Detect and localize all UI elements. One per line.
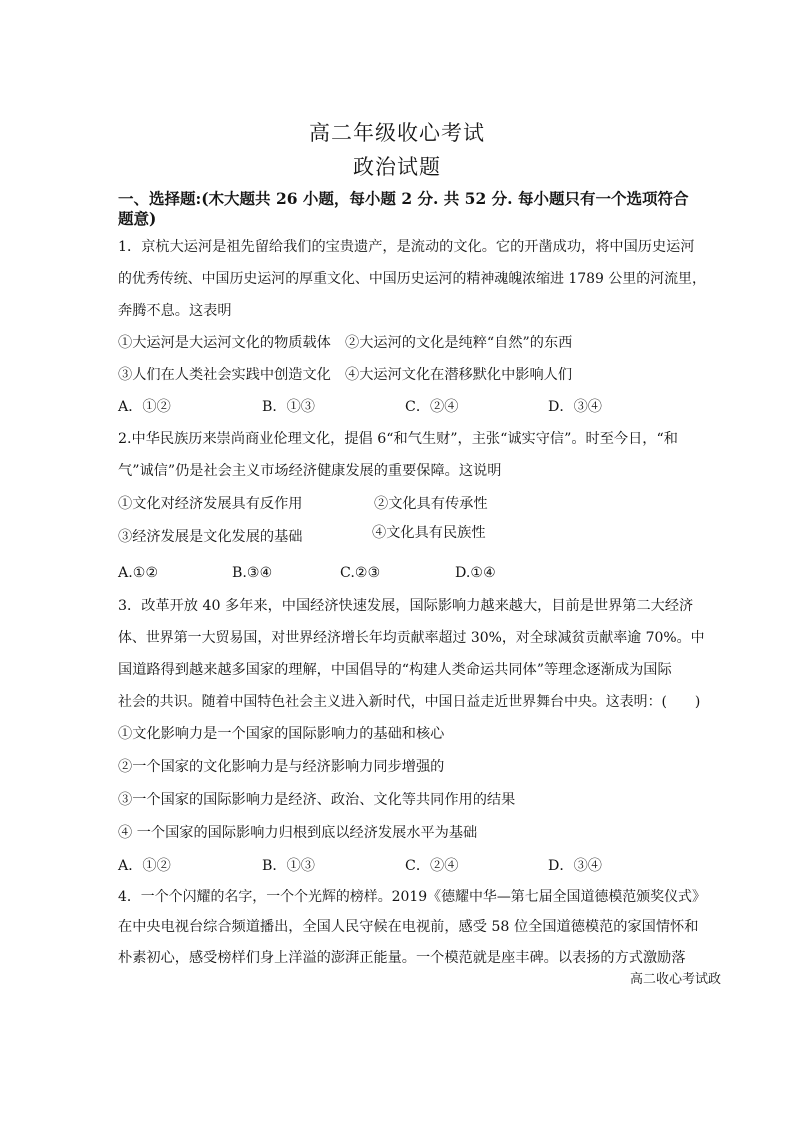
q1-option-d: D．③④	[548, 399, 602, 415]
exam-title: 高二年级收心考试	[309, 121, 485, 145]
q2-statement: ③经济发展是文化发展的基础	[118, 529, 303, 545]
q2-stem-line: 气”诚信”仍是社会主义市场经济健康发展的重要保障。这说明	[118, 463, 502, 479]
q4-stem-line: 朴素初心，感受榜样们身上洋溢的澎湃正能量。一个模范就是座丰碑。以表扬的方式激励落	[118, 950, 686, 966]
section-heading: 一、选择题:(木大题共 26 小题，每小题 2 分. 共 52 分. 每小题只有一个选项符合	[118, 189, 689, 208]
q2-option-b: B.③④	[232, 565, 273, 581]
q3-statement: ③一个国家的国际影响力是经济、政治、文化等共同作用的结果	[118, 792, 516, 808]
q3-statement: ④ 一个国家的国际影响力归根到底以经济发展水平为基础	[118, 825, 478, 841]
q1-statement: ③人们在人类社会实践中创造文化 ④大运河文化在潜移默化中影响人们	[118, 367, 573, 383]
q1-stem-line: 的优秀传统、中国历史运河的厚重文化、中国历史运河的精神魂魄浓缩进 1789 公里的河流里，	[118, 271, 706, 287]
q1-option-b: B．①③	[262, 399, 315, 415]
q3-stem-line: 社会的共识。随着中国特色社会主义进入新时代，中国日益走近世界舞台中央。这表明：( )	[118, 694, 701, 710]
q1-option-c: C．②④	[405, 399, 459, 415]
q4-stem-line: 4．一个个闪耀的名字，一个个光辉的榜样。2019《德耀中华—第七届全国道德模范颁奖仪式》	[118, 889, 706, 905]
section-heading-cont: 题意)	[118, 209, 157, 228]
q2-option-d: D.①④	[455, 565, 496, 581]
q4-stem-line: 在中央电视台综合频道播出，全国人民守候在电视前，感受 58 位全国道德模范的家国情怀和	[118, 919, 699, 935]
q3-statement: ①文化影响力是一个国家的国际影响力的基础和核心	[118, 726, 445, 742]
q3-option-d: D．③④	[548, 858, 602, 874]
q3-option-a: A．①②	[118, 858, 171, 874]
q1-option-a: A．①②	[118, 399, 171, 415]
exam-subtitle: 政治试题	[353, 155, 441, 179]
q1-stem-line: 奔腾不息。这表明	[118, 303, 232, 319]
q3-statement: ②一个国家的文化影响力是与经济影响力同步增强的	[118, 759, 445, 775]
q2-option-a: A.①②	[118, 565, 159, 581]
q3-stem-line: 3．改革开放 40 多年来，中国经济快速发展，国际影响力越来越大，目前是世界第二大经济	[118, 598, 694, 614]
q1-statement: ①大运河是大运河文化的物质载体 ②大运河的文化是纯粹“自然”的东西	[118, 335, 573, 351]
q2-stem-line: 2.中华民族历来崇尚商业伦理文化，提倡 6“和气生财”，主张“诚实守信”。时至今日，“和	[118, 431, 678, 447]
q2-statement: ④文化具有民族性	[372, 525, 486, 541]
q2-option-c: C.②③	[340, 565, 381, 581]
q2-statement: ①文化对经济发展具有反作用	[118, 496, 303, 512]
q3-option-b: B．①③	[262, 858, 315, 874]
q3-stem-line: 国道路得到越来越多国家的理解，中国倡导的“构建人类命运共同体”等理念逐渐成为国际	[118, 662, 672, 678]
q3-option-c: C．②④	[405, 858, 459, 874]
q2-statement: ②文化具有传承性	[374, 496, 488, 512]
q3-stem-line: 体、世界第一大贸易国，对世界经济增长年均贡献率超过 30%，对全球减贫贡献率逾 70%。中	[118, 630, 705, 646]
page-footer: 高二收心考试政	[630, 972, 722, 987]
q1-stem-line: 1．京杭大运河是祖先留给我们的宝贵遗产，是流动的文化。它的开凿成功，将中国历史运河	[118, 239, 695, 255]
